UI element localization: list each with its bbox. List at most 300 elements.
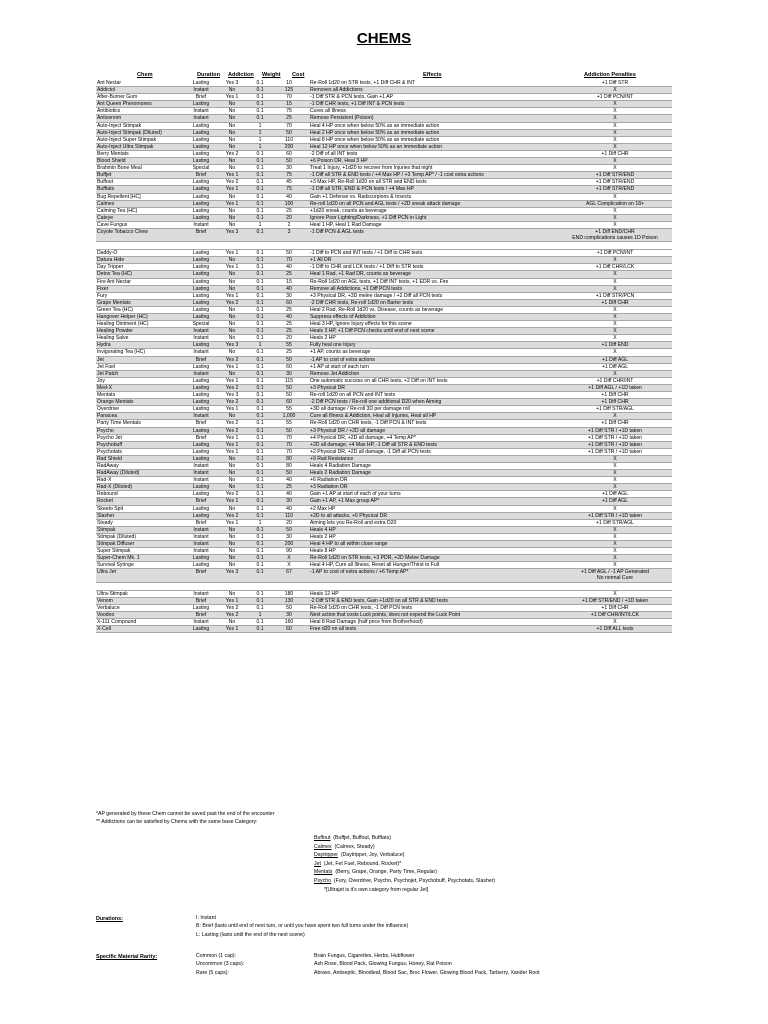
addiction-cell: No xyxy=(228,285,236,292)
cost-cell: 40 xyxy=(286,193,292,200)
duration-cell: Instant xyxy=(193,618,209,625)
weight-cell: 0.1 xyxy=(256,80,264,86)
table-row xyxy=(96,484,672,491)
cost-cell: 70 xyxy=(286,448,292,455)
table-row xyxy=(96,279,672,286)
penalty-text: X xyxy=(613,115,617,122)
penalty-text: +1 Diff CHR xyxy=(601,150,629,157)
cost-cell: 55 xyxy=(286,406,292,413)
effects-cell: Heal 3 HP, Ignore Injury effects for this scene xyxy=(310,321,412,328)
cost-cell: 60 xyxy=(286,399,292,406)
duration-cell: Instant xyxy=(193,526,209,533)
duration-cell: Lasting xyxy=(192,257,210,264)
penalty-text: X xyxy=(613,455,617,462)
weight-cell: 0.1 xyxy=(256,115,264,122)
penalty-cell xyxy=(558,378,672,384)
weight-cell: 0.1 xyxy=(256,604,264,611)
duration-cell: Lasting xyxy=(192,264,210,271)
chem-name: Psycho xyxy=(97,427,114,434)
addiction-cell: Yes 1 xyxy=(225,448,239,455)
effects-cell: +3 Max HP, Re-Roll 1d20 on all STR and END tests xyxy=(310,179,427,186)
penalty-text: X xyxy=(613,278,617,285)
effects-cell: -1 Diff PCN & AGL tests xyxy=(310,228,364,235)
duration-cell: Special xyxy=(192,165,210,172)
category-item: Jet (Jet, Fet Fuel, Rebound, Rocket)* xyxy=(314,860,402,867)
penalty-text: X xyxy=(613,505,617,512)
cost-cell: X xyxy=(287,562,291,569)
weight-cell: 0.1 xyxy=(256,257,264,264)
duration-cell: Lasting xyxy=(192,512,210,519)
chem-name: Healing Ointment (HC) xyxy=(97,321,149,328)
penalty-cell xyxy=(558,498,672,504)
header-penalties: Addiction Penalties xyxy=(584,72,636,78)
rarity-items xyxy=(314,952,540,977)
table-spacer xyxy=(96,583,672,591)
effects-cell: Heals 4 HP xyxy=(310,526,336,533)
penalty-text: +1 Diff AGL / +1D taken xyxy=(588,384,642,391)
penalty-text: X xyxy=(613,462,617,469)
penalty-cell xyxy=(558,194,672,200)
chem-name: Brahmin Bone Meal xyxy=(97,165,142,172)
penalty-text: +1 Diff CHR xyxy=(601,420,629,427)
table-row xyxy=(96,428,672,435)
effects-cell: Remove all Addictions, +1 Diff PCN tests xyxy=(310,285,403,292)
penalty-cell xyxy=(558,385,672,391)
table-row xyxy=(96,130,672,137)
chem-name: Ultra-Stimpak xyxy=(97,590,128,597)
duration-cell: Instant xyxy=(193,477,209,484)
header-effects: Effects xyxy=(423,72,442,78)
cost-cell: 70 xyxy=(286,441,292,448)
effects-cell: Cure all Illness & Addiction, Heal all Injuries, Heal all HP xyxy=(310,413,437,420)
weight-cell: 0.1 xyxy=(256,541,264,547)
rarity-common-items: Brain Fungus, Cigarettes, Herbs, Hubflower xyxy=(314,953,415,959)
effects-cell: Re-roll 1d20 on all PCN and AGL tests / +2D sneak attack damage xyxy=(310,200,461,207)
addiction-cell: No xyxy=(228,370,236,377)
addiction-cell: No xyxy=(228,314,236,320)
penalty-text: X xyxy=(613,108,617,115)
chem-name: Detox Tea (HC) xyxy=(97,271,133,278)
chem-name: Buffout xyxy=(97,179,114,186)
duration-lasting: L: Lasting (lasts until the end of the next scene) xyxy=(196,931,305,938)
penalty-text: X xyxy=(613,122,617,129)
category-item: Buffout (Buffjet, Buffout, Bufftats) xyxy=(314,835,391,841)
addiction-cell: Yes 1 xyxy=(225,292,239,299)
addiction-cell: Yes 1 xyxy=(225,441,239,448)
addiction-cell: Yes 2 xyxy=(225,491,239,498)
effects-cell: +1 All DR xyxy=(310,257,332,264)
duration-cell: Lasting xyxy=(192,562,210,569)
cost-cell: 115 xyxy=(284,377,294,384)
durations-label: Durations: xyxy=(96,916,123,922)
weight-cell: 0.1 xyxy=(256,328,264,335)
table-row xyxy=(96,548,672,555)
cost-cell: 50 xyxy=(286,384,292,391)
duration-cell: Lasting xyxy=(192,314,210,320)
effects-cell: +3D all damage / Re-roll 3D per damage roll xyxy=(310,406,410,413)
duration-cell: Lasting xyxy=(192,214,210,221)
table-row xyxy=(96,342,672,349)
table-row xyxy=(96,598,672,605)
penalty-cell xyxy=(558,349,672,355)
weight-cell: 1 xyxy=(258,136,262,143)
penalty-text: X xyxy=(613,193,617,200)
cost-cell: 75 xyxy=(286,186,292,193)
penalty-text: AGL Complication on 18+ xyxy=(586,200,644,207)
weight-cell: 0.1 xyxy=(256,377,264,384)
table-row xyxy=(96,470,672,477)
cost-cell: 25 xyxy=(286,484,292,491)
duration-cell: Instant xyxy=(193,115,209,122)
effects-cell: Remove Jet Addiction xyxy=(310,370,360,377)
addiction-cell: No xyxy=(228,193,236,200)
addiction-cell: No xyxy=(228,321,236,328)
weight-cell: 0.1 xyxy=(256,228,264,235)
table-row xyxy=(96,612,672,619)
penalty-cell xyxy=(558,271,672,277)
weight-cell: 0.1 xyxy=(256,314,264,320)
cost-cell: 125 xyxy=(284,87,294,94)
cost-cell: 20 xyxy=(286,335,292,342)
penalty-text: X xyxy=(613,328,617,335)
weight-cell: 0.1 xyxy=(256,292,264,299)
addiction-cell: Yes 3 xyxy=(225,569,239,576)
weight-cell: 1 xyxy=(258,221,262,228)
table-row xyxy=(96,250,672,257)
addiction-cell: No xyxy=(228,143,236,150)
chem-name: Healing Salve xyxy=(97,335,129,342)
penalty-cell xyxy=(558,555,672,561)
effects-cell: +6 Poison DR, Heal 3 HP xyxy=(310,158,368,165)
addiction-cell: Yes 2 xyxy=(225,604,239,611)
effects-cell: Fully heal one Injury xyxy=(310,342,356,349)
weight-cell: 0.1 xyxy=(256,413,264,420)
effects-cell: +4 Physical DR, +2D all damage, +4 Temp AP* xyxy=(310,434,416,441)
cost-cell: 15 xyxy=(286,101,292,108)
penalty-cell xyxy=(558,491,672,497)
effects-cell: +3 Physical DR xyxy=(310,384,345,391)
duration-cell: Brief xyxy=(195,519,207,526)
effects-cell: Heals 2 Radiation Damage xyxy=(310,470,371,477)
duration-cell: Lasting xyxy=(192,292,210,299)
cost-cell: 15 xyxy=(286,278,292,285)
penalty-cell xyxy=(558,534,672,540)
penalty-text: X xyxy=(613,257,617,264)
cost-cell: 50 xyxy=(286,129,292,136)
duration-cell: Brief xyxy=(195,420,207,427)
table-row xyxy=(96,328,672,335)
weight-cell: 0.1 xyxy=(256,392,264,399)
penalty-text: +1 Diff STR / +1D taken xyxy=(588,441,642,448)
weight-cell: 0.1 xyxy=(256,569,264,576)
cost-cell: 75 xyxy=(286,108,292,115)
penalty-cell xyxy=(558,279,672,285)
addiction-cell: No xyxy=(228,455,236,462)
duration-cell: Lasting xyxy=(192,186,210,193)
table-row xyxy=(96,321,672,328)
addiction-cell: Yes 1 xyxy=(225,200,239,207)
duration-cell: Lasting xyxy=(192,271,210,278)
penalty-cell xyxy=(558,80,672,86)
cost-cell: 25 xyxy=(286,115,292,122)
cost-cell: 45 xyxy=(286,179,292,186)
penalty-text: X xyxy=(613,221,617,228)
weight-cell: 1 xyxy=(258,342,262,349)
chem-name: Steady xyxy=(97,519,113,526)
effects-cell: Heals 3 HP, +1 Diff PCN checks until end of next scene xyxy=(310,328,435,335)
duration-cell: Instant xyxy=(193,87,209,94)
table-row xyxy=(96,286,672,293)
duration-cell: Brief xyxy=(195,356,207,363)
effects-cell: Heal 2 HP once when below 50% as an immediate action xyxy=(310,129,440,136)
table-row xyxy=(96,222,672,229)
weight-cell: 0.1 xyxy=(256,250,264,257)
table-row xyxy=(96,87,672,94)
footnotes xyxy=(96,811,274,826)
duration-cell: Brief xyxy=(195,611,207,618)
weight-cell: 0.1 xyxy=(256,278,264,285)
table-row xyxy=(96,442,672,449)
effects-cell: +1 AP at start of each turn xyxy=(310,363,369,370)
weight-cell: 0.1 xyxy=(256,462,264,469)
weight-cell: 0.1 xyxy=(256,87,264,94)
weight-cell: 0.1 xyxy=(256,427,264,434)
cost-cell: 110 xyxy=(284,136,294,143)
table-row xyxy=(96,208,672,215)
table-row xyxy=(96,527,672,534)
cost-cell: 110 xyxy=(284,512,294,519)
chem-name: X-111 Compound xyxy=(97,618,137,625)
weight-cell: 0.1 xyxy=(256,271,264,278)
chem-name: Coyote Tobacco Chew xyxy=(97,228,148,235)
duration-cell: Lasting xyxy=(192,306,210,313)
duration-cell: Lasting xyxy=(192,448,210,455)
table-row xyxy=(96,619,672,626)
table-row xyxy=(96,392,672,399)
effects-cell: Treat 1 Injury, +1d20 to recover from Injuries that night xyxy=(310,165,433,172)
weight-cell: 0.1 xyxy=(256,349,264,356)
table-row xyxy=(96,101,672,108)
rarity-rare: Rare (5 caps): xyxy=(196,969,229,976)
table-row xyxy=(96,449,672,456)
table-row xyxy=(96,300,672,307)
duration-cell: Lasting xyxy=(192,101,210,108)
penalty-cell xyxy=(558,257,672,263)
table-row xyxy=(96,371,672,378)
footnote-ap: *AP generated by these Chem cannot be saved past the end of the encounter xyxy=(96,811,275,817)
penalty-text: X xyxy=(613,143,617,150)
cost-cell: 60 xyxy=(286,299,292,306)
duration-cell: Lasting xyxy=(192,455,210,462)
penalty-cell xyxy=(558,151,672,157)
duration-cell: Brief xyxy=(195,498,207,505)
table-row xyxy=(96,605,672,612)
duration-cell: Lasting xyxy=(192,363,210,370)
penalty-cell xyxy=(558,300,672,306)
effects-cell: -1 Diff to CHR and LCK tests / +1 Diff to STR tests xyxy=(310,264,424,271)
duration-cell: Lasting xyxy=(192,136,210,143)
addiction-cell: No xyxy=(228,618,236,625)
table-row xyxy=(96,172,672,179)
effects-cell: Free d20 on all tests xyxy=(310,626,357,633)
penalty-cell xyxy=(558,527,672,533)
penalty-text: X xyxy=(613,618,617,625)
penalty-cell xyxy=(558,172,672,178)
penalty-cell xyxy=(558,569,672,581)
addiction-cell: Yes 3 xyxy=(225,392,239,399)
weight-cell: 0.1 xyxy=(256,526,264,533)
effects-cell: Heals 2 HP xyxy=(310,335,336,342)
penalty-cell xyxy=(558,179,672,185)
weight-cell: 0.1 xyxy=(256,306,264,313)
table-row xyxy=(96,506,672,513)
cost-cell: 70 xyxy=(286,122,292,129)
penalty-text: +1 Diff STR/END xyxy=(595,186,635,193)
chem-name: Auto-Inject Super Stimpak xyxy=(97,136,157,143)
duration-cell: Instant xyxy=(193,328,209,335)
chem-name: Green Tea (HC) xyxy=(97,306,133,313)
duration-cell: Lasting xyxy=(192,505,210,512)
chem-name: Psycho Jet xyxy=(97,434,122,441)
duration-cell: Lasting xyxy=(192,342,210,349)
cost-cell: 160 xyxy=(284,618,294,625)
rarity-uncommon: Uncommon (3 caps): xyxy=(196,961,245,968)
penalty-cell xyxy=(558,130,672,136)
chem-name: Psychotats xyxy=(97,448,122,455)
category-item: Calmex (Calmex, Steady) xyxy=(314,843,375,850)
weight-cell: 0.1 xyxy=(256,214,264,221)
effects-cell: Heals 8 HP xyxy=(310,548,336,555)
effects-cell: -1 Diff to PCN and INT tests / +1 Diff to CHR tests xyxy=(310,250,423,257)
effects-cell: +2 Max HP xyxy=(310,505,336,512)
table-row xyxy=(96,541,672,548)
cost-cell: 25 xyxy=(286,271,292,278)
effects-cell: Re-Roll 1d20 on STR tests, +3 PDR, +2D Melee Damage xyxy=(310,555,440,562)
table-row xyxy=(96,314,672,321)
weight-cell: 0.1 xyxy=(256,172,264,179)
addiction-cell: Yes 2 xyxy=(225,150,239,157)
addiction-cell: Yes 2 xyxy=(225,356,239,363)
effects-cell: -2 Diff CHR tests, Re-roll 1d20 on Barter tests xyxy=(310,299,414,306)
addiction-cell: No xyxy=(228,562,236,569)
penalty-cell xyxy=(558,506,672,512)
weight-cell: 0.1 xyxy=(256,512,264,519)
cost-cell: 60 xyxy=(286,363,292,370)
chem-name: Bufftats xyxy=(97,186,115,193)
chem-name: Blood Shield xyxy=(97,158,126,165)
penalty-cell xyxy=(558,470,672,476)
penalty-text: +1 Diff STR/END / +1D taken xyxy=(581,597,649,604)
weight-cell: 0.1 xyxy=(256,470,264,477)
table-row xyxy=(96,201,672,208)
effects-cell: -2 Diff PCN tests / Re-roll one additional D20 when Aiming xyxy=(310,399,442,406)
cost-cell: 40 xyxy=(286,477,292,484)
addiction-cell: Yes 3 xyxy=(225,80,239,86)
duration-cell: Instant xyxy=(193,370,209,377)
weight-cell: 0.1 xyxy=(256,420,264,427)
penalty-cell xyxy=(558,541,672,547)
effects-cell: Heals 4 Radiation Damage xyxy=(310,462,371,469)
penalty-cell xyxy=(558,435,672,441)
addiction-cell: No xyxy=(228,158,236,165)
effects-cell: Ignore Poor Lighting/Darkness, +1 Diff PCN in Light xyxy=(310,214,427,221)
penalty-cell xyxy=(558,115,672,121)
duration-cell: Instant xyxy=(193,590,209,597)
penalty-text: X xyxy=(613,314,617,320)
effects-cell: +1d20 sneak, counts as beverage xyxy=(310,207,387,214)
penalty-cell xyxy=(558,286,672,292)
weight-cell: 0.1 xyxy=(256,335,264,342)
duration-cell: Special xyxy=(192,321,210,328)
addiction-cell: Yes 2 xyxy=(225,512,239,519)
penalty-text: +1 Diff CHR/INT/LCK xyxy=(590,611,640,618)
chem-name: Ant Nectar xyxy=(97,80,122,86)
page-title: CHEMS xyxy=(356,30,412,47)
category-item: Mentats (Berry, Grape, Orange, Party Time, Regular) xyxy=(314,869,438,876)
chem-name: Cave Fungus xyxy=(97,221,128,228)
penalty-cell xyxy=(558,314,672,320)
addiction-cell: Yes 2 xyxy=(225,179,239,186)
duration-cell: Lasting xyxy=(192,129,210,136)
table-row xyxy=(96,520,672,527)
cost-cell: 70 xyxy=(286,434,292,441)
penalty-text: X xyxy=(613,165,617,172)
addiction-cell: No xyxy=(228,129,236,136)
penalty-cell xyxy=(558,215,672,221)
penalty-text: +1 Diff STR xyxy=(601,80,629,86)
penalty-cell xyxy=(558,605,672,611)
duration-cell: Brief xyxy=(195,434,207,441)
addiction-cell: Yes 2 xyxy=(225,299,239,306)
cost-cell: 100 xyxy=(284,200,294,207)
addiction-cell: No xyxy=(228,165,236,172)
duration-cell: Instant xyxy=(193,548,209,555)
chem-name: Psychobuff xyxy=(97,441,123,448)
duration-cell: Lasting xyxy=(192,122,210,129)
weight-cell: 0.1 xyxy=(256,108,264,115)
penalty-cell xyxy=(558,477,672,483)
chem-name: Overdrive xyxy=(97,406,120,413)
addiction-cell: No xyxy=(228,477,236,484)
table-row xyxy=(96,385,672,392)
table-row xyxy=(96,264,672,271)
penalty-text: X xyxy=(613,158,617,165)
penalty-cell xyxy=(558,321,672,327)
penalty-text: +1 Diff STR / +1D taken xyxy=(588,448,642,455)
chem-name: Stimpak xyxy=(97,526,116,533)
addiction-cell: No xyxy=(228,257,236,264)
cost-cell: 30 xyxy=(286,165,292,172)
addiction-cell: No xyxy=(228,122,236,129)
penalty-cell xyxy=(558,201,672,207)
effects-cell: +2D all damage, +4 Max HP, -1 Diff all STR & END tests xyxy=(310,441,437,448)
addiction-cell: No xyxy=(228,470,236,477)
penalty-cell xyxy=(558,101,672,107)
rarity-uncommon-items: Ash Rose, Blood Pack, Glowing Fungus, Honey, Rat Poison xyxy=(314,961,452,968)
chem-name: Fire Ant Nectar xyxy=(97,278,131,285)
duration-cell: Instant xyxy=(193,533,209,540)
duration-cell: Lasting xyxy=(192,555,210,562)
duration-brief: B: Brief (lasts until end of next turn, or until you have spent two full turns under the influence) xyxy=(196,923,409,930)
cost-cell: 50 xyxy=(286,158,292,165)
addiction-cell: Yes 1 xyxy=(225,363,239,370)
chem-name: Party Time Mentats xyxy=(97,420,141,427)
cost-cell: 40 xyxy=(286,505,292,512)
weight-cell: 0.1 xyxy=(256,548,264,555)
effects-cell: Re-roll 1d20 on all PCN and INT tests xyxy=(310,392,396,399)
weight-cell: 0.1 xyxy=(256,618,264,625)
effects-cell: Heal 8 HP once when below 50% as an immediate action xyxy=(310,136,440,143)
